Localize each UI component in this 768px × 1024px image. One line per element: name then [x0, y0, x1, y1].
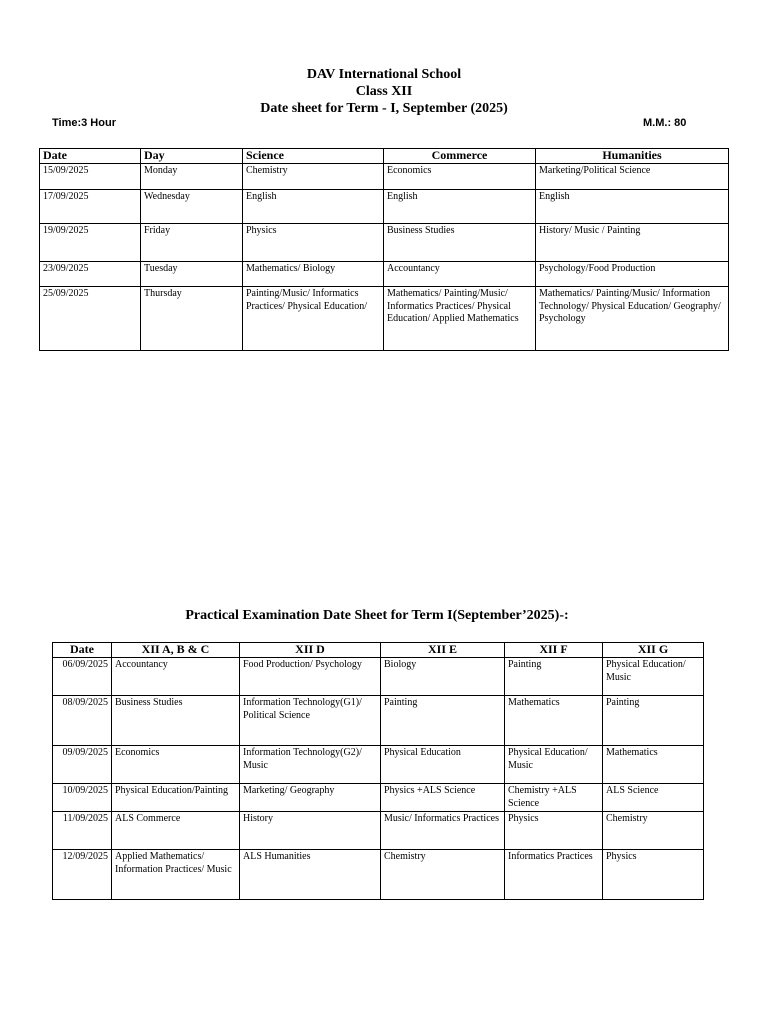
- cell-date: 12/09/2025: [53, 850, 112, 900]
- school-name: DAV International School: [306, 67, 462, 82]
- cell-xii-f: Chemistry +ALS Science: [505, 784, 603, 812]
- cell-xii-abc: Applied Mathematics/ Information Practices/ Music: [112, 850, 240, 900]
- datesheet-title: Date sheet for Term - I, September (2025): [260, 101, 508, 116]
- col-header-date: Date: [40, 149, 141, 164]
- cell-xii-g: Physics: [603, 850, 704, 900]
- cell-date: 09/09/2025: [53, 746, 112, 784]
- cell-humanities: English: [536, 190, 729, 224]
- cell-xii-f: Mathematics: [505, 696, 603, 746]
- cell-date: 17/09/2025: [40, 190, 141, 224]
- cell-commerce: Mathematics/ Painting/Music/ Informatics Practices/ Physical Education/ Applied Mathematics: [384, 287, 536, 351]
- table-row: [40, 164, 729, 190]
- cell-xii-abc: ALS Commerce: [112, 812, 240, 850]
- cell-xii-e: Physics +ALS Science: [381, 784, 505, 812]
- cell-date: 06/09/2025: [53, 658, 112, 696]
- table-row: [53, 850, 704, 900]
- col-header-humanities: Humanities: [536, 149, 729, 164]
- table-row: [40, 190, 729, 224]
- cell-day: Thursday: [141, 287, 243, 351]
- cell-date: 23/09/2025: [40, 262, 141, 287]
- cell-xii-abc: Economics: [112, 746, 240, 784]
- cell-xii-e: Chemistry: [381, 850, 505, 900]
- cell-xii-d: Information Technology(G1)/ Political Science: [240, 696, 381, 746]
- col-header-xii-f: XII F: [505, 643, 603, 658]
- max-marks: M.M.: 80: [643, 117, 687, 129]
- table-header-row: [40, 149, 729, 164]
- col-header-date: Date: [53, 643, 112, 658]
- cell-science: Painting/Music/ Informatics Practices/ Physical Education/: [243, 287, 384, 351]
- col-header-xii-g: XII G: [603, 643, 704, 658]
- cell-xii-abc: Business Studies: [112, 696, 240, 746]
- cell-science: Mathematics/ Biology: [243, 262, 384, 287]
- practical-datesheet-table: [52, 642, 704, 900]
- col-header-xii-abc: XII A, B & C: [112, 643, 240, 658]
- cell-xii-abc: Accountancy: [112, 658, 240, 696]
- cell-xii-e: Painting: [381, 696, 505, 746]
- cell-commerce: Economics: [384, 164, 536, 190]
- cell-date: 08/09/2025: [53, 696, 112, 746]
- cell-xii-f: Physical Education/ Music: [505, 746, 603, 784]
- class-title: Class XII: [355, 84, 413, 99]
- cell-day: Wednesday: [141, 190, 243, 224]
- cell-xii-d: Food Production/ Psychology: [240, 658, 381, 696]
- practical-title: Practical Examination Date Sheet for Term I(September’2025)-:: [185, 608, 569, 623]
- theory-datesheet-table: [39, 148, 729, 351]
- cell-xii-d: ALS Humanities: [240, 850, 381, 900]
- cell-day: Monday: [141, 164, 243, 190]
- cell-date: 11/09/2025: [53, 812, 112, 850]
- table-row: [53, 812, 704, 850]
- table-header-row: [53, 643, 704, 658]
- cell-commerce: English: [384, 190, 536, 224]
- table-row: [53, 696, 704, 746]
- cell-commerce: Accountancy: [384, 262, 536, 287]
- cell-xii-g: Painting: [603, 696, 704, 746]
- cell-science: English: [243, 190, 384, 224]
- cell-xii-g: ALS Science: [603, 784, 704, 812]
- exam-duration: Time:3 Hour: [52, 117, 116, 129]
- cell-xii-f: Painting: [505, 658, 603, 696]
- cell-xii-d: History: [240, 812, 381, 850]
- cell-xii-e: Music/ Informatics Practices: [381, 812, 505, 850]
- cell-commerce: Business Studies: [384, 224, 536, 262]
- cell-humanities: History/ Music / Painting: [536, 224, 729, 262]
- col-header-science: Science: [243, 149, 384, 164]
- table-row: [53, 658, 704, 696]
- table-row: [40, 287, 729, 351]
- table-row: [40, 262, 729, 287]
- cell-xii-g: Mathematics: [603, 746, 704, 784]
- cell-date: 19/09/2025: [40, 224, 141, 262]
- table-row: [40, 224, 729, 262]
- col-header-commerce: Commerce: [384, 149, 536, 164]
- cell-humanities: Marketing/Political Science: [536, 164, 729, 190]
- cell-humanities: Mathematics/ Painting/Music/ Information Technology/ Physical Education/ Geography/ Psychology: [536, 287, 729, 351]
- table-row: [53, 784, 704, 812]
- col-header-xii-d: XII D: [240, 643, 381, 658]
- cell-humanities: Psychology/Food Production: [536, 262, 729, 287]
- cell-day: Friday: [141, 224, 243, 262]
- table-row: [53, 746, 704, 784]
- cell-xii-f: Physics: [505, 812, 603, 850]
- cell-xii-e: Biology: [381, 658, 505, 696]
- col-header-day: Day: [141, 149, 243, 164]
- cell-science: Chemistry: [243, 164, 384, 190]
- cell-xii-abc: Physical Education/Painting: [112, 784, 240, 812]
- cell-xii-d: Marketing/ Geography: [240, 784, 381, 812]
- cell-science: Physics: [243, 224, 384, 262]
- cell-date: 10/09/2025: [53, 784, 112, 812]
- cell-xii-f: Informatics Practices: [505, 850, 603, 900]
- cell-xii-d: Information Technology(G2)/ Music: [240, 746, 381, 784]
- cell-date: 15/09/2025: [40, 164, 141, 190]
- cell-date: 25/09/2025: [40, 287, 141, 351]
- cell-xii-e: Physical Education: [381, 746, 505, 784]
- cell-day: Tuesday: [141, 262, 243, 287]
- cell-xii-g: Physical Education/ Music: [603, 658, 704, 696]
- cell-xii-g: Chemistry: [603, 812, 704, 850]
- col-header-xii-e: XII E: [381, 643, 505, 658]
